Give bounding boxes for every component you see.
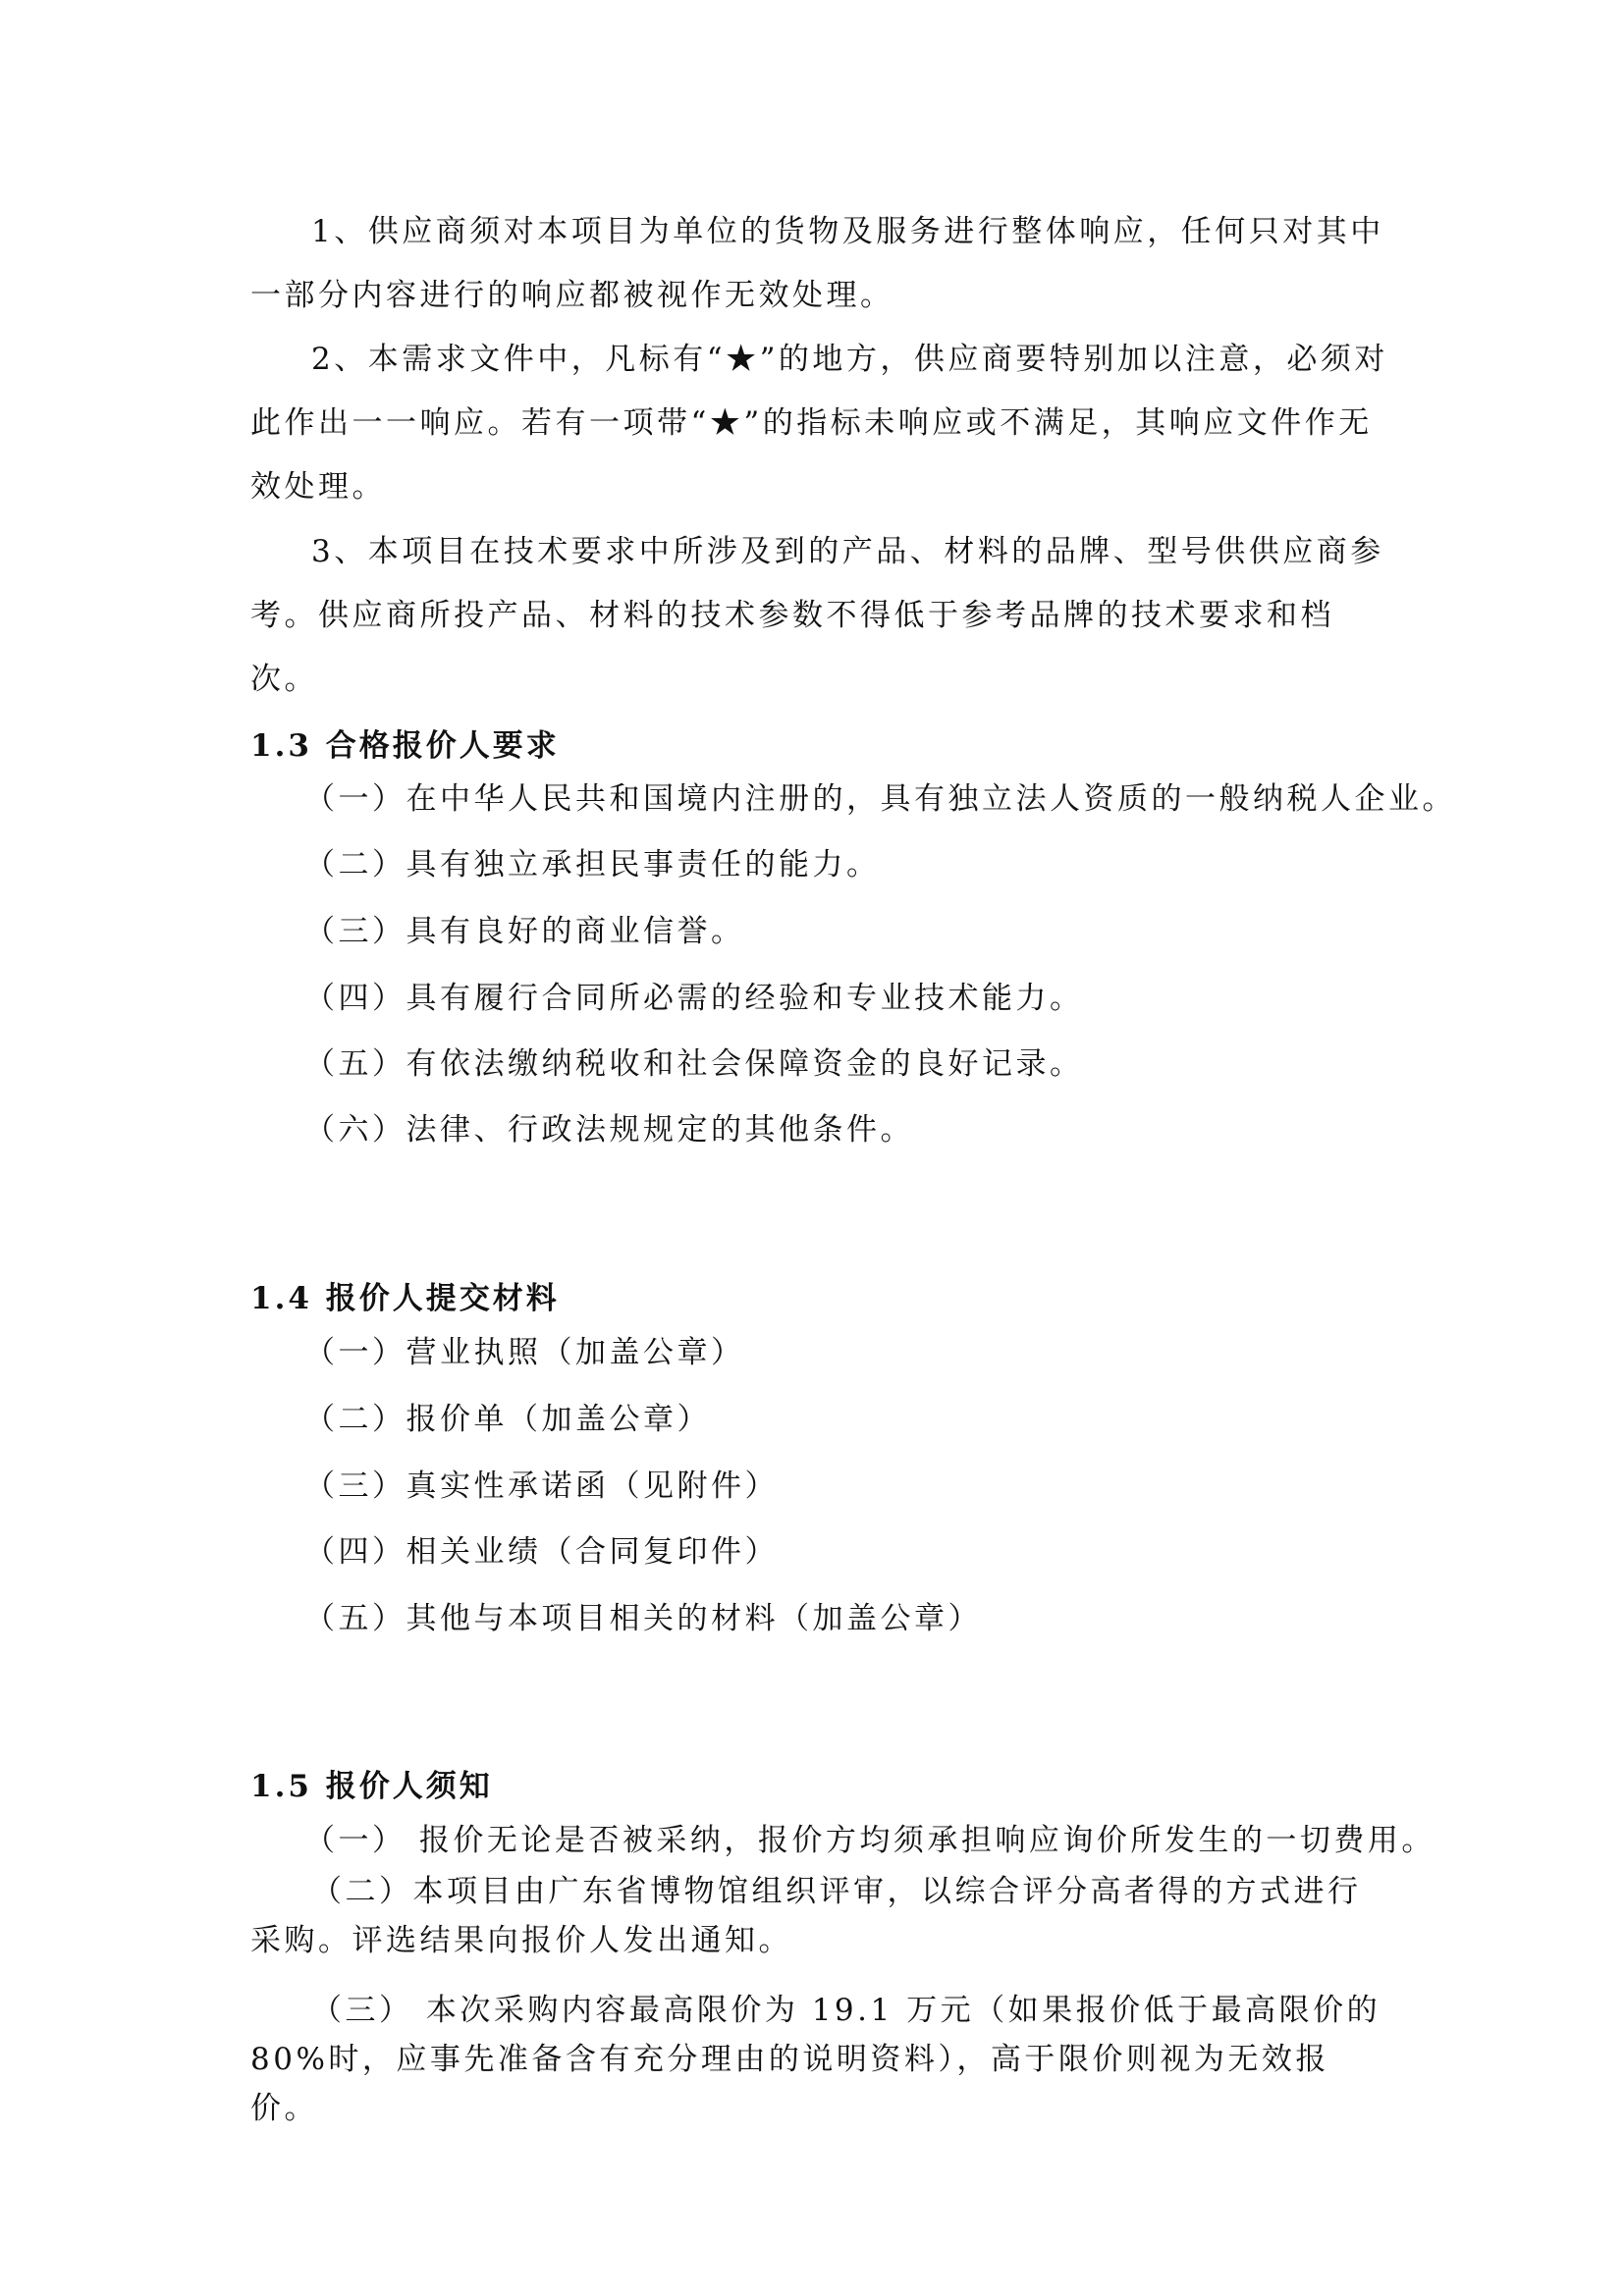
section-1-3-heading: 1.3 合格报价人要求	[250, 728, 560, 764]
intro-paragraph-2: 2、本需求文件中，凡标有“★”的地方，供应商要特别加以注意，必须对此作出一一响应。若有一项带“★”的指标未响应或不满足，其响应文件作无效处理。	[250, 342, 1388, 505]
section-1-4-item: （五）其他与本项目相关的材料（加盖公章）	[304, 1601, 982, 1636]
section-1-4-heading: 1.4 报价人提交材料	[250, 1281, 560, 1316]
section-1-3-item: （五）有依法缴纳税收和社会保障资金的良好记录。	[304, 1046, 1084, 1082]
section-1-3-item: （二）具有独立承担民事责任的能力。	[304, 847, 881, 882]
section-1-3-item: （六）法律、行政法规规定的其他条件。	[304, 1112, 914, 1148]
section-1-3-item: （一）在中华人民共和国境内注册的，具有独立法人资质的一般纳税人企业。	[304, 781, 1456, 817]
section-1-5-item-2: （二）本项目由广东省博物馆组织评审，以综合评分高者得的方式进行采购。评选结果向报价人发出通知。	[250, 1874, 1362, 1958]
section-1-3-item: （四）具有履行合同所必需的经验和专业技术能力。	[304, 981, 1084, 1016]
section-1-4-item: （二）报价单（加盖公章）	[304, 1402, 711, 1437]
section-1-3-item: （三）具有良好的商业信誉。	[304, 914, 745, 949]
section-1-4-item: （一）营业执照（加盖公章）	[304, 1335, 745, 1370]
section-1-5-heading: 1.5 报价人须知	[250, 1769, 493, 1804]
section-1-5-item-1: （一） 报价无论是否被采纳，报价方均须承担响应询价所发生的一切费用。	[304, 1823, 1435, 1858]
section-1-4-item: （四）相关业绩（合同复印件）	[304, 1534, 779, 1570]
section-1-4-item: （三）真实性承诺函（见附件）	[304, 1468, 779, 1504]
intro-paragraph-1: 1、供应商须对本项目为单位的货物及服务进行整体响应，任何只对其中一部分内容进行的响应都被视作无效处理。	[250, 214, 1384, 313]
section-1-5-item-3: （三） 本次采购内容最高限价为 19.1 万元（如果报价低于最高限价的 80%时，应事先准备含有充分理由的说明资料），高于限价则视为无效报价。	[250, 1993, 1381, 2126]
intro-paragraph-3: 3、本项目在技术要求中所涉及到的产品、材料的品牌、型号供供应商参考。供应商所投产品、材料的技术参数不得低于参考品牌的技术要求和档次。	[250, 534, 1384, 697]
